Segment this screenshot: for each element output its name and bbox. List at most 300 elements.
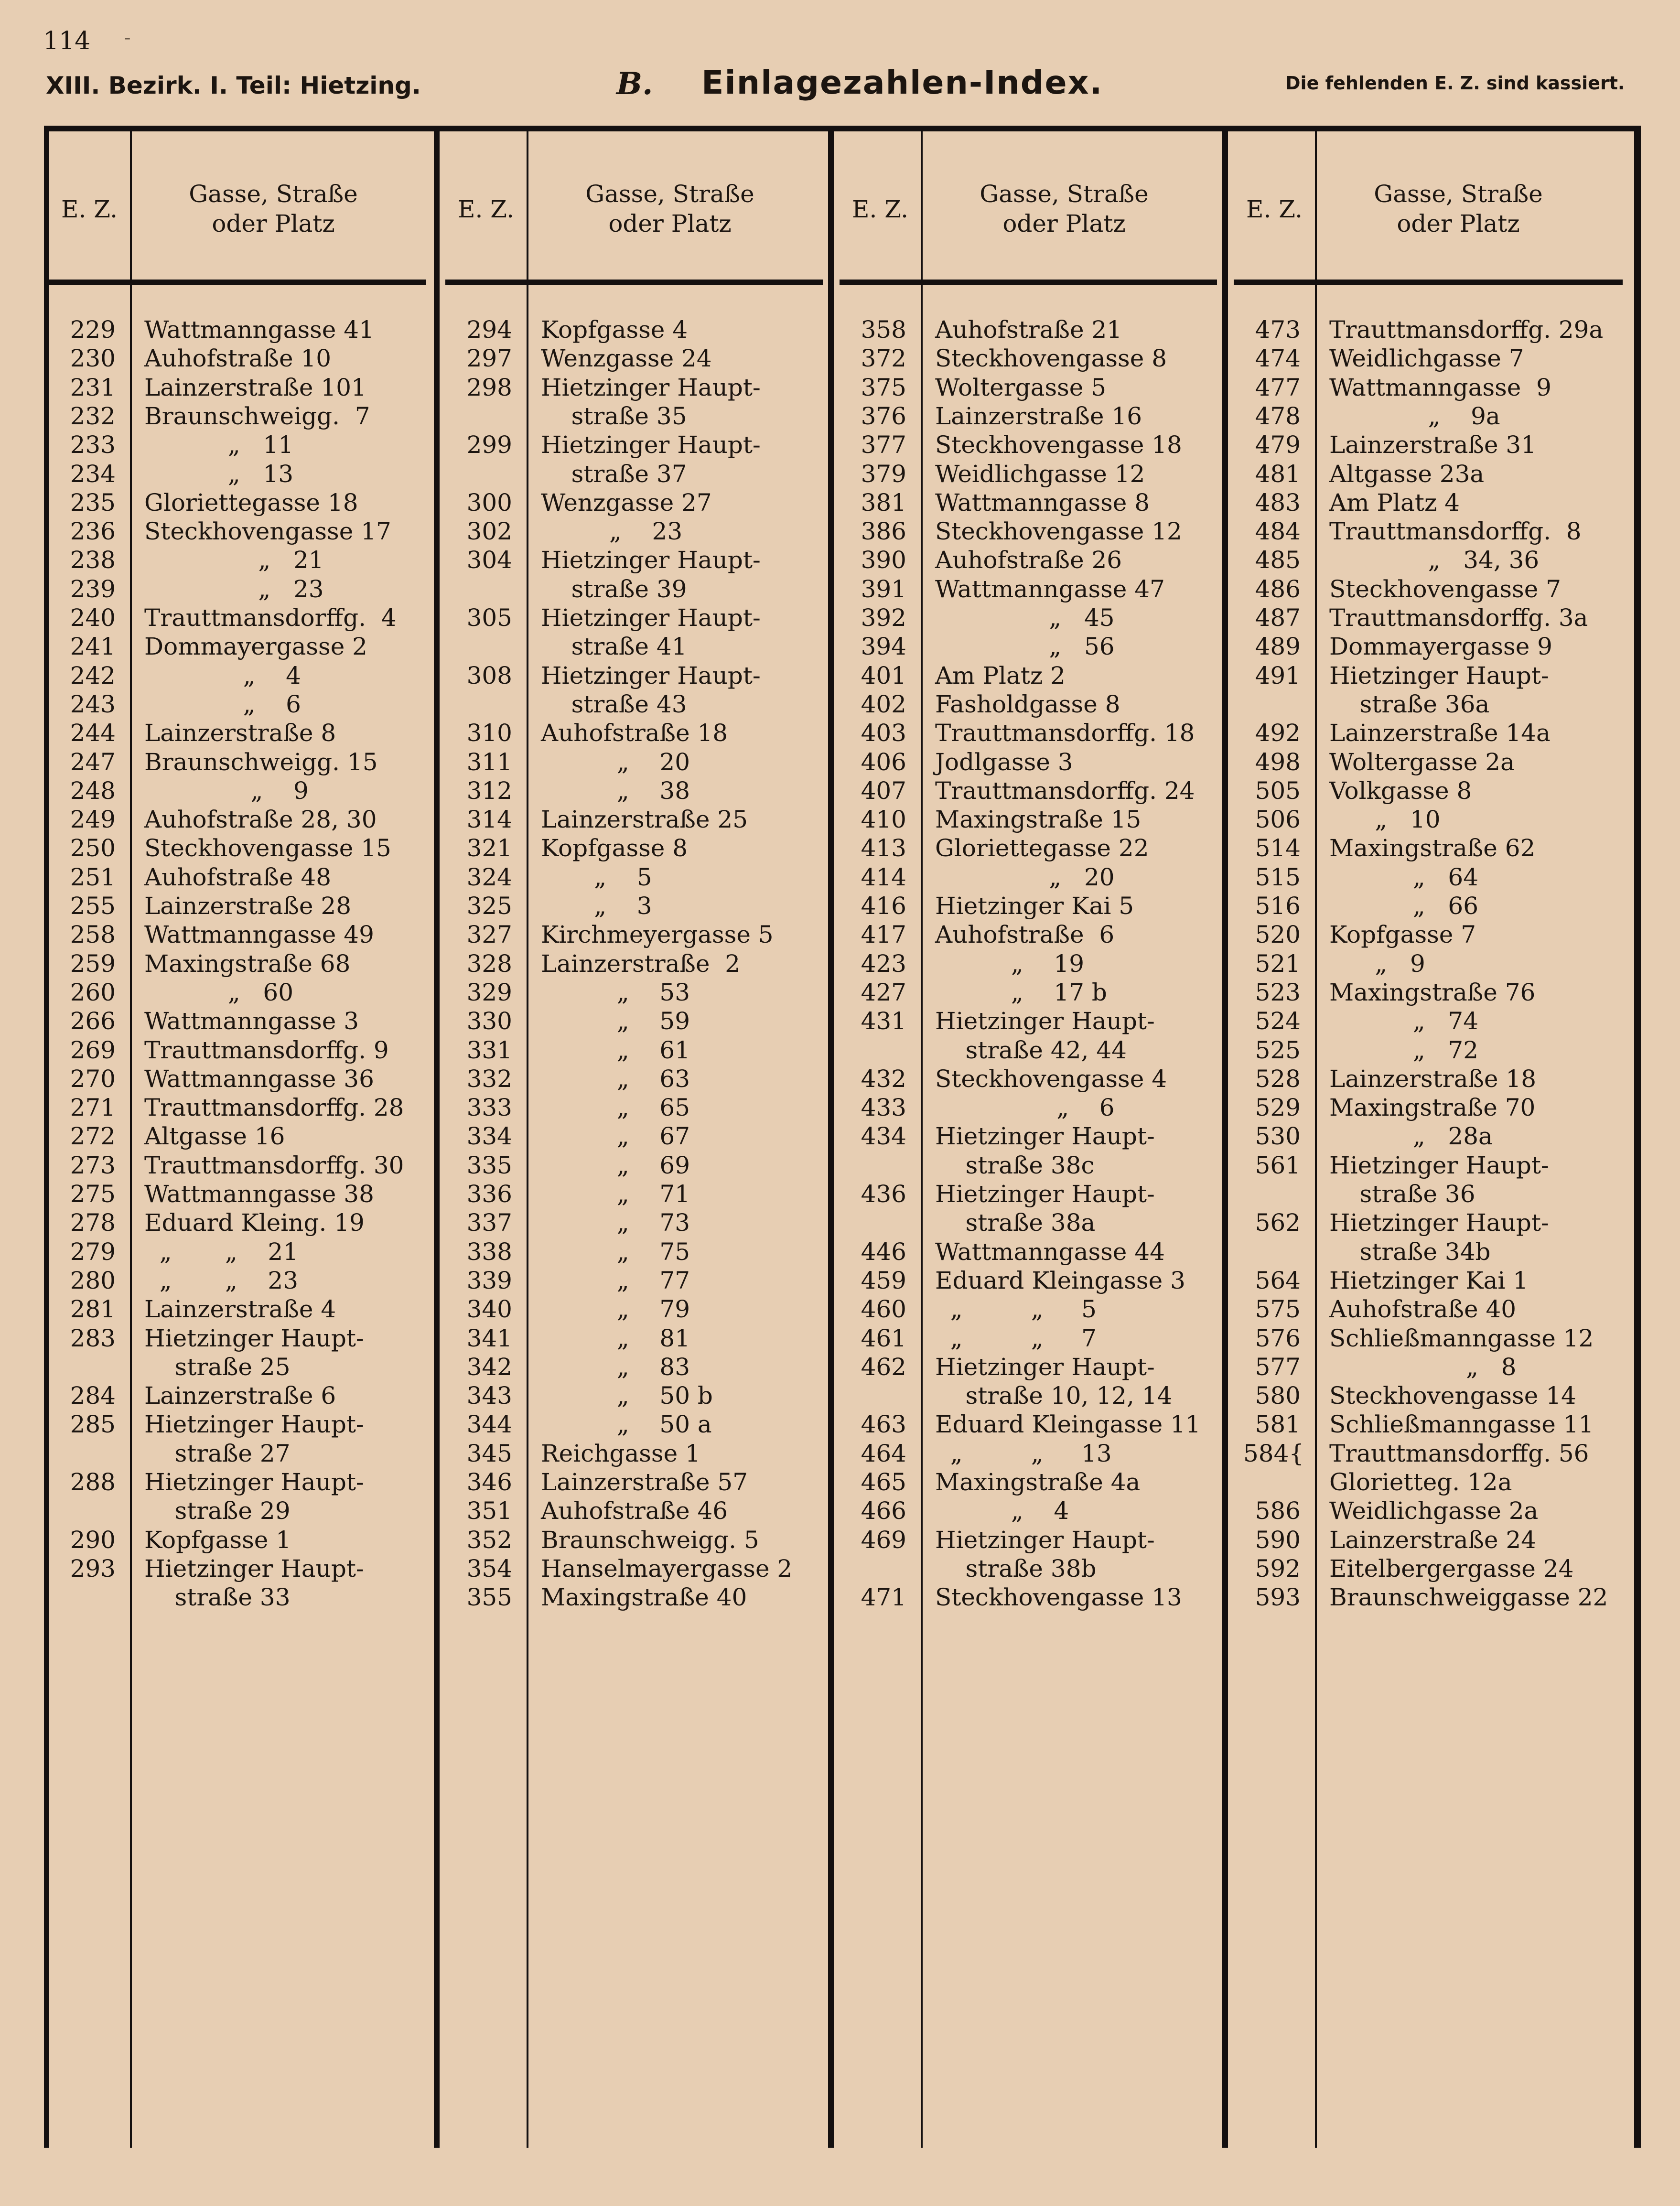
street-name: straße 42, 44 <box>935 1036 1127 1064</box>
ez-number: 524 <box>1255 1007 1301 1035</box>
cancelled-note: Die fehlenden E. Z. sind kassiert. <box>1285 73 1625 94</box>
street-name: Trauttmansdorffg. 30 <box>144 1151 404 1179</box>
ez-number: 288 <box>70 1468 116 1496</box>
ez-number: 483 <box>1255 488 1301 517</box>
street-header-line2: oder Platz <box>1002 210 1126 237</box>
page-number: 114 <box>43 27 91 55</box>
street-name: Eduard Kleingasse 3 <box>935 1266 1185 1294</box>
ez-number: 392 <box>861 604 906 632</box>
ez-number: 590 <box>1255 1526 1301 1554</box>
ez-number: 236 <box>70 517 116 546</box>
street-name: „ 74 <box>1329 1007 1479 1035</box>
street-name: „ 38 <box>541 776 690 805</box>
street-name: „ 59 <box>541 1007 690 1035</box>
street-name: Dommayergasse 2 <box>144 633 367 661</box>
ez-number: 308 <box>466 661 512 689</box>
ez-number: 231 <box>70 373 116 401</box>
ez-number: 235 <box>70 488 116 517</box>
ez-number: 346 <box>466 1468 512 1496</box>
district-heading: XIII. Bezirk. I. Teil: Hietzing. <box>46 72 421 99</box>
ez-number: 294 <box>466 316 512 344</box>
street-name: „ 60 <box>144 978 294 1006</box>
ez-number: 266 <box>70 1007 116 1035</box>
street-name: Glorietteg. 12a <box>1329 1468 1512 1496</box>
ez-number: 484 <box>1255 517 1301 546</box>
ez-number: 280 <box>70 1266 116 1294</box>
street-name: Wattmanngasse 38 <box>144 1180 374 1208</box>
ez-number: 258 <box>70 921 116 949</box>
street-name: Hietzinger Haupt- <box>144 1410 364 1439</box>
street-name: Auhofstraße 48 <box>144 863 332 891</box>
street-name: Braunschweiggasse 22 <box>1329 1583 1608 1612</box>
street-name: „ 61 <box>541 1036 690 1064</box>
street-name: Weidlichgasse 12 <box>935 460 1145 488</box>
ez-number: 427 <box>861 978 906 1006</box>
ez-number: 477 <box>1255 373 1301 401</box>
street-name: „ 10 <box>1329 806 1441 834</box>
ez-number: 336 <box>466 1180 512 1208</box>
street-name: „ 8 <box>1329 1353 1517 1381</box>
ez-number: 505 <box>1255 776 1301 805</box>
ez-number: 232 <box>70 402 116 430</box>
street-name: Hietzinger Haupt- <box>935 1007 1155 1035</box>
ez-number: 375 <box>861 373 906 401</box>
street-name: Lainzerstraße 18 <box>1329 1065 1537 1093</box>
street-name: Maxingstraße 62 <box>1329 834 1536 862</box>
ez-number: 314 <box>466 806 512 834</box>
ez-number: 299 <box>466 431 512 459</box>
street-name: Kopfgasse 1 <box>144 1526 291 1554</box>
ez-number: 284 <box>70 1382 116 1410</box>
ez-number: 250 <box>70 834 116 862</box>
ez-number: 462 <box>861 1353 906 1381</box>
ez-number: 394 <box>861 633 906 661</box>
ez-number: 561 <box>1255 1151 1301 1179</box>
ez-number: 329 <box>466 978 512 1006</box>
street-name: „ 34, 36 <box>1329 546 1540 574</box>
index-table <box>44 126 1641 2148</box>
ez-number: 516 <box>1255 892 1301 920</box>
street-name: Auhofstraße 18 <box>541 719 728 747</box>
ez-number: 407 <box>861 776 906 805</box>
street-name: straße 36a <box>1329 690 1490 718</box>
street-name: „ 4 <box>935 1497 1069 1525</box>
street-name: Hietzinger Haupt- <box>935 1353 1155 1381</box>
street-name: „ 28a <box>1329 1122 1493 1151</box>
ez-number: 342 <box>466 1353 512 1381</box>
ez-number: 324 <box>466 863 512 891</box>
street-header-line2: oder Platz <box>1397 210 1520 237</box>
ez-number: 302 <box>466 517 512 546</box>
street-name: Maxingstraße 76 <box>1329 978 1536 1006</box>
street-name: Maxingstraße 68 <box>144 949 351 978</box>
street-name: „ 45 <box>935 604 1115 632</box>
ez-number: 312 <box>466 776 512 805</box>
street-name: Steckhovengasse 18 <box>935 431 1182 459</box>
column-separator-rule <box>828 131 834 2148</box>
street-name: Trauttmansdorffg. 4 <box>144 604 397 632</box>
ez-number: 432 <box>861 1065 906 1093</box>
ez-number: 463 <box>861 1410 906 1439</box>
ez-number: 242 <box>70 661 116 689</box>
ez-number: 414 <box>861 863 906 891</box>
ez-number: 229 <box>70 316 116 344</box>
ez-number: 390 <box>861 546 906 574</box>
street-name: Lainzerstraße 28 <box>144 892 352 920</box>
street-header-line1: Gasse, Straße <box>980 180 1149 208</box>
ez-number: 355 <box>466 1583 512 1612</box>
street-name: Steckhovengasse 17 <box>144 517 391 546</box>
street-name: „ 72 <box>1329 1036 1479 1064</box>
street-name: Trauttmansdorffg. 56 <box>1329 1439 1589 1467</box>
ez-number: 593 <box>1255 1583 1301 1612</box>
street-name: „ 6 <box>935 1094 1115 1122</box>
ez-number: 584{ <box>1243 1439 1304 1467</box>
ez-number: 243 <box>70 690 116 718</box>
ez-number: 328 <box>466 949 512 978</box>
ez-column-header: E. Z. <box>61 195 118 223</box>
ez-column-rule <box>130 131 132 2148</box>
street-name: „ 11 <box>144 431 294 459</box>
street-name: straße 33 <box>144 1583 291 1612</box>
ez-number: 241 <box>70 633 116 661</box>
ez-number: 255 <box>70 892 116 920</box>
street-name: Hietzinger Haupt- <box>541 661 761 689</box>
ez-number: 530 <box>1255 1122 1301 1151</box>
ez-number: 238 <box>70 546 116 574</box>
ez-number: 335 <box>466 1151 512 1179</box>
street-name: Auhofstraße 40 <box>1329 1295 1517 1324</box>
street-name: Kirchmeyergasse 5 <box>541 921 774 949</box>
street-header-line2: oder Platz <box>608 210 732 237</box>
street-name: „ 65 <box>541 1094 690 1122</box>
street-name: Altgasse 23a <box>1329 460 1485 488</box>
ez-number: 446 <box>861 1238 906 1266</box>
ez-number: 410 <box>861 806 906 834</box>
street-name: Volkgasse 8 <box>1329 776 1472 805</box>
street-name: Braunschweigg. 7 <box>144 402 370 430</box>
street-name: Wattmanngasse 41 <box>144 316 374 344</box>
ez-number: 464 <box>861 1439 906 1467</box>
street-name: „ „ 21 <box>144 1238 299 1266</box>
ez-number: 310 <box>466 719 512 747</box>
street-name: „ 66 <box>1329 892 1479 920</box>
street-name: Lainzerstraße 25 <box>541 806 748 834</box>
ez-number: 521 <box>1255 949 1301 978</box>
ez-number: 337 <box>466 1209 512 1237</box>
street-name: Trauttmansdorffg. 28 <box>144 1094 404 1122</box>
ez-number: 592 <box>1255 1554 1301 1582</box>
street-name: Steckhovengasse 4 <box>935 1065 1167 1093</box>
ez-number: 343 <box>466 1382 512 1410</box>
street-name: „ 81 <box>541 1324 690 1352</box>
section-letter: B. <box>616 66 653 102</box>
street-name: straße 37 <box>541 460 687 488</box>
ez-number: 333 <box>466 1094 512 1122</box>
street-name: „ 9a <box>1329 402 1500 430</box>
street-name: Eduard Kleingasse 11 <box>935 1410 1201 1439</box>
street-name: Kopfgasse 7 <box>1329 921 1476 949</box>
street-name: „ 83 <box>541 1353 690 1381</box>
header-rule <box>445 280 823 285</box>
ez-number: 339 <box>466 1266 512 1294</box>
ez-number: 423 <box>861 949 906 978</box>
ez-number: 436 <box>861 1180 906 1208</box>
street-name: „ 71 <box>541 1180 690 1208</box>
street-name: „ 13 <box>144 460 294 488</box>
street-name: „ 23 <box>144 575 324 603</box>
street-name: „ „ 23 <box>144 1266 299 1294</box>
ez-number: 520 <box>1255 921 1301 949</box>
street-name: „ 50 a <box>541 1410 712 1439</box>
ez-number: 341 <box>466 1324 512 1352</box>
ez-number: 386 <box>861 517 906 546</box>
ez-number: 459 <box>861 1266 906 1294</box>
street-name: Fasholdgasse 8 <box>935 690 1120 718</box>
street-name: Hietzinger Haupt- <box>541 431 761 459</box>
street-name: Lainzerstraße 31 <box>1329 431 1537 459</box>
ez-column-rule <box>527 131 528 2148</box>
ez-number: 234 <box>70 460 116 488</box>
street-name: Gloriettegasse 22 <box>935 834 1149 862</box>
ez-number: 332 <box>466 1065 512 1093</box>
street-header-line1: Gasse, Straße <box>189 180 358 208</box>
street-name: Steckhovengasse 12 <box>935 517 1182 546</box>
street-name: Hietzinger Haupt- <box>935 1526 1155 1554</box>
ez-number: 248 <box>70 776 116 805</box>
street-name: Lainzerstraße 2 <box>541 949 741 978</box>
ez-number: 376 <box>861 402 906 430</box>
ez-number: 334 <box>466 1122 512 1151</box>
ez-number: 283 <box>70 1324 116 1352</box>
street-name: Auhofstraße 21 <box>935 316 1122 344</box>
street-name: Woltergasse 2a <box>1329 748 1515 776</box>
street-name: „ 20 <box>935 863 1115 891</box>
street-name: Gloriettegasse 18 <box>144 488 358 517</box>
ez-number: 491 <box>1255 661 1301 689</box>
street-name: Weidlichgasse 2a <box>1329 1497 1539 1525</box>
street-name: Altgasse 16 <box>144 1122 285 1151</box>
street-name: straße 36 <box>1329 1180 1475 1208</box>
ez-number: 492 <box>1255 719 1301 747</box>
street-name: Eduard Kleing. 19 <box>144 1209 365 1237</box>
ez-number: 528 <box>1255 1065 1301 1093</box>
column-separator-rule <box>1222 131 1228 2148</box>
ez-column-header: E. Z. <box>1246 195 1303 223</box>
street-name: „ „ 7 <box>935 1324 1097 1352</box>
street-name: Kopfgasse 8 <box>541 834 688 862</box>
ez-number: 230 <box>70 344 116 373</box>
ez-column-rule <box>1315 131 1317 2148</box>
street-name: straße 43 <box>541 690 687 718</box>
street-name: „ 73 <box>541 1209 690 1237</box>
street-name: „ 3 <box>541 892 652 920</box>
street-name: straße 39 <box>541 575 687 603</box>
ez-number: 406 <box>861 748 906 776</box>
ez-number: 474 <box>1255 344 1301 373</box>
street-name: Lainzerstraße 16 <box>935 402 1142 430</box>
ez-number: 586 <box>1255 1497 1301 1525</box>
page-dash: - <box>124 27 131 49</box>
street-name: Hietzinger Haupt- <box>935 1122 1155 1151</box>
ez-number: 523 <box>1255 978 1301 1006</box>
street-name: „ 23 <box>541 517 683 546</box>
ez-number: 461 <box>861 1324 906 1352</box>
ez-number: 515 <box>1255 863 1301 891</box>
ez-number: 281 <box>70 1295 116 1324</box>
street-name: straße 38b <box>935 1554 1097 1582</box>
street-name: Hietzinger Haupt- <box>144 1554 364 1582</box>
street-name: Hietzinger Kai 1 <box>1329 1266 1529 1294</box>
ez-number: 402 <box>861 690 906 718</box>
ez-number: 321 <box>466 834 512 862</box>
ez-number: 285 <box>70 1410 116 1439</box>
ez-number: 577 <box>1255 1353 1301 1381</box>
street-name: „ 77 <box>541 1266 690 1294</box>
ez-number: 304 <box>466 546 512 574</box>
street-name: „ „ 13 <box>935 1439 1112 1467</box>
ez-number: 305 <box>466 604 512 632</box>
street-name: Wattmanngasse 8 <box>935 488 1150 517</box>
ez-number: 487 <box>1255 604 1301 632</box>
street-name: Hietzinger Haupt- <box>541 604 761 632</box>
ez-number: 239 <box>70 575 116 603</box>
ez-number: 486 <box>1255 575 1301 603</box>
ez-number: 247 <box>70 748 116 776</box>
street-name: „ 67 <box>541 1122 690 1151</box>
street-name: Kopfgasse 4 <box>541 316 688 344</box>
ez-number: 260 <box>70 978 116 1006</box>
header-rule <box>840 280 1217 285</box>
ez-number: 431 <box>861 1007 906 1035</box>
ez-number: 271 <box>70 1094 116 1122</box>
street-name: straße 34b <box>1329 1238 1491 1266</box>
street-name: Lainzerstraße 14a <box>1329 719 1551 747</box>
ez-number: 529 <box>1255 1094 1301 1122</box>
street-name: Hietzinger Haupt- <box>144 1324 364 1352</box>
street-name: Steckhovengasse 14 <box>1329 1382 1576 1410</box>
street-header-line1: Gasse, Straße <box>585 180 754 208</box>
street-name: Trauttmansdorffg. 3a <box>1329 604 1588 632</box>
ez-number: 273 <box>70 1151 116 1179</box>
street-name: Braunschweigg. 15 <box>144 748 378 776</box>
street-name: Lainzerstraße 4 <box>144 1295 336 1324</box>
column-separator-rule <box>434 131 440 2148</box>
street-name: Lainzerstraße 6 <box>144 1382 336 1410</box>
ez-number: 290 <box>70 1526 116 1554</box>
street-name: Maxingstraße 15 <box>935 806 1142 834</box>
ez-number: 298 <box>466 373 512 401</box>
street-name: Wattmanngasse 49 <box>144 921 374 949</box>
ez-number: 240 <box>70 604 116 632</box>
ez-number: 417 <box>861 921 906 949</box>
street-name: Maxingstraße 40 <box>541 1583 747 1612</box>
street-name: Hietzinger Haupt- <box>144 1468 364 1496</box>
street-name: Maxingstraße 70 <box>1329 1094 1536 1122</box>
ez-number: 372 <box>861 344 906 373</box>
street-name: straße 41 <box>541 633 687 661</box>
street-name: Trauttmansdorffg. 18 <box>935 719 1195 747</box>
street-name: „ 20 <box>541 748 690 776</box>
ez-number: 498 <box>1255 748 1301 776</box>
ez-number: 434 <box>861 1122 906 1151</box>
street-name: Hietzinger Haupt- <box>1329 1151 1549 1179</box>
street-name: straße 25 <box>144 1353 291 1381</box>
ez-number: 485 <box>1255 546 1301 574</box>
ez-number: 259 <box>70 949 116 978</box>
ez-number: 473 <box>1255 316 1301 344</box>
ez-number: 270 <box>70 1065 116 1093</box>
street-name: Am Platz 4 <box>1329 488 1460 517</box>
header-rule <box>1234 280 1623 285</box>
street-name: straße 27 <box>144 1439 291 1467</box>
ez-number: 244 <box>70 719 116 747</box>
street-name: Trauttmansdorffg. 8 <box>1329 517 1582 546</box>
ez-number: 401 <box>861 661 906 689</box>
street-name: Wattmanngasse 3 <box>144 1007 359 1035</box>
street-name: „ 17 b <box>935 978 1107 1006</box>
street-name: „ 79 <box>541 1295 690 1324</box>
ez-number: 381 <box>861 488 906 517</box>
ez-number: 358 <box>861 316 906 344</box>
ez-number: 580 <box>1255 1382 1301 1410</box>
street-name: „ 19 <box>935 949 1085 978</box>
street-name: straße 38a <box>935 1209 1096 1237</box>
street-name: Reichgasse 1 <box>541 1439 700 1467</box>
street-name: Auhofstraße 10 <box>144 344 332 373</box>
street-name: Auhofstraße 28, 30 <box>144 806 377 834</box>
ez-number: 581 <box>1255 1410 1301 1439</box>
street-name: Trauttmansdorffg. 29a <box>1329 316 1604 344</box>
street-name: Wenzgasse 27 <box>541 488 712 517</box>
street-name: Weidlichgasse 7 <box>1329 344 1524 373</box>
ez-number: 297 <box>466 344 512 373</box>
ez-number: 325 <box>466 892 512 920</box>
ez-number: 413 <box>861 834 906 862</box>
ez-number: 471 <box>861 1583 906 1612</box>
street-column-header <box>546 179 794 238</box>
ez-number: 506 <box>1255 806 1301 834</box>
ez-number: 564 <box>1255 1266 1301 1294</box>
street-name: Hietzinger Haupt- <box>1329 661 1549 689</box>
street-name: Maxingstraße 4a <box>935 1468 1141 1496</box>
page-title: Einlagezahlen-Index. <box>701 64 1103 102</box>
ez-number: 525 <box>1255 1036 1301 1064</box>
ez-number: 377 <box>861 431 906 459</box>
ez-number: 478 <box>1255 402 1301 430</box>
ez-column-header: E. Z. <box>851 195 909 223</box>
ez-number: 233 <box>70 431 116 459</box>
street-name: straße 10, 12, 14 <box>935 1382 1173 1410</box>
street-name: Wenzgasse 24 <box>541 344 712 373</box>
street-name: straße 35 <box>541 402 687 430</box>
street-name: „ 50 b <box>541 1382 713 1410</box>
street-name: Lainzerstraße 101 <box>144 373 366 401</box>
street-header-line2: oder Platz <box>212 210 335 237</box>
ez-column-rule <box>921 131 923 2148</box>
street-column-header <box>940 179 1188 238</box>
street-header-line1: Gasse, Straße <box>1374 180 1543 208</box>
street-name: „ 56 <box>935 633 1115 661</box>
street-name: Auhofstraße 46 <box>541 1497 728 1525</box>
street-name: „ 21 <box>144 546 324 574</box>
street-name: Hietzinger Haupt- <box>541 546 761 574</box>
street-name: Eitelbergergasse 24 <box>1329 1554 1574 1582</box>
street-name: „ 6 <box>144 690 301 718</box>
street-name: Steckhovengasse 8 <box>935 344 1167 373</box>
ez-number: 279 <box>70 1238 116 1266</box>
street-name: Lainzerstraße 8 <box>144 719 336 747</box>
